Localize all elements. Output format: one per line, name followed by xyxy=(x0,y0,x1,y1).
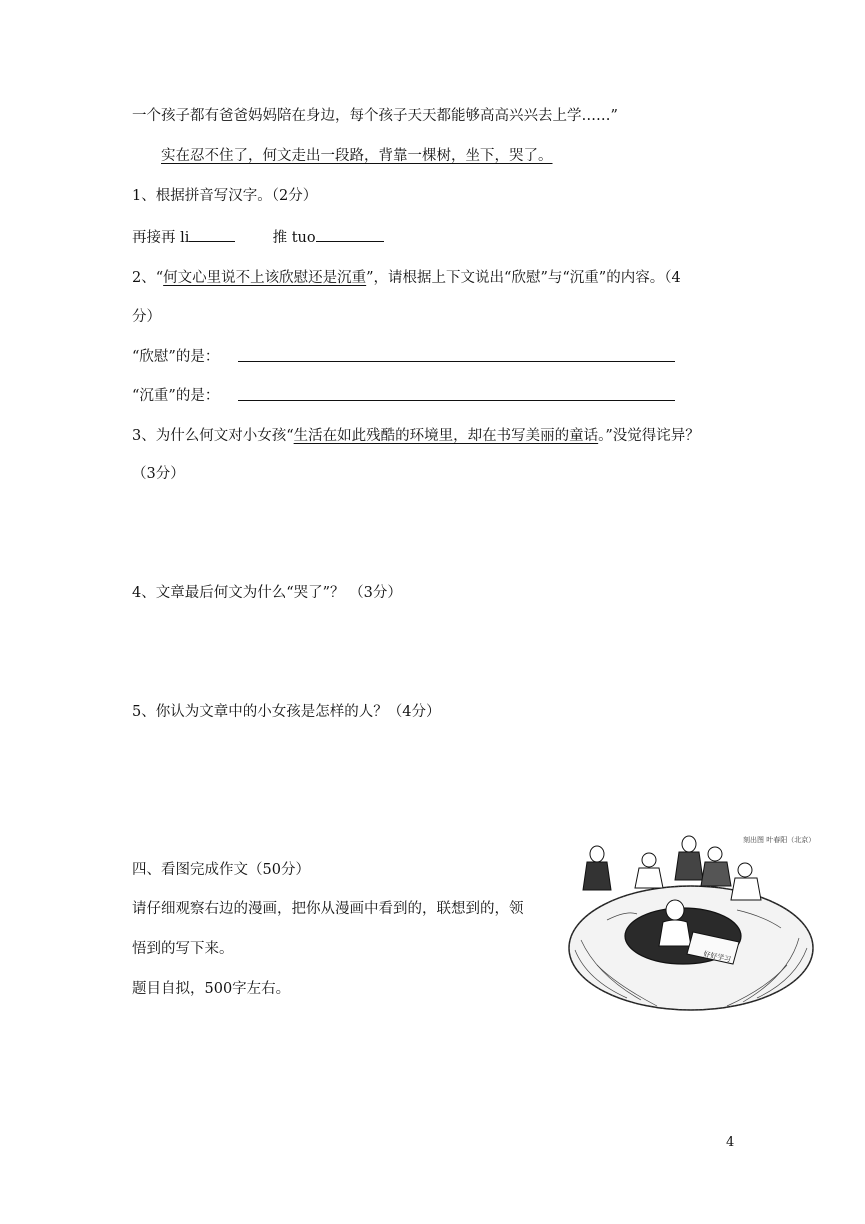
answer-line-heavy[interactable] xyxy=(238,399,675,401)
page-number: 4 xyxy=(726,1135,735,1150)
question-1: 1、根据拼音写汉字。（2分） xyxy=(132,188,318,204)
question-3-quote: 生活在如此残酷的环境里，却在书写美丽的童话 xyxy=(293,428,599,444)
answer-blank-2[interactable] xyxy=(316,227,384,242)
composition-line-1: 请仔细观察右边的漫画，把你从漫画中看到的，联想到的，领 xyxy=(132,901,524,917)
cartoon-illustration xyxy=(567,830,815,1012)
question-3: 3、为什么何文对小女孩“生活在如此残酷的环境里，却在书写美丽的童话。”没觉得诧异？ xyxy=(132,428,700,444)
question-4: 4、文章最后何文为什么“哭了”？ （3分） xyxy=(132,585,402,601)
cartoon-caption: 刻出图 叶春阳（北京） xyxy=(743,836,815,844)
answer-blank-1[interactable] xyxy=(189,227,235,242)
pinyin-item-2: 推 tuo xyxy=(272,230,316,246)
question-3-line-2: （3分） xyxy=(132,466,185,482)
question-2: 2、“何文心里说不上该欣慰还是沉重”，请根据上下文说出“欣慰”与“沉重”的内容。（4 xyxy=(132,270,681,286)
composition-heading: 四、看图完成作文（50分） xyxy=(132,862,310,878)
svg-text:好好学习: 好好学习 xyxy=(702,950,732,964)
question-5: 5、你认为文章中的小女孩是怎样的人？（4分） xyxy=(132,704,441,720)
composition-line-3: 题目自拟，500字左右。 xyxy=(132,981,291,997)
q2-label-relief: “欣慰”的是： xyxy=(132,349,220,365)
passage-line-1: 一个孩子都有爸爸妈妈陪在身边，每个孩子天天都能够高高兴兴去上学……” xyxy=(132,108,618,124)
question-2-quote: 何文心里说不上该欣慰还是沉重 xyxy=(163,270,367,286)
pinyin-item-1: 再接再 li xyxy=(132,230,190,246)
composition-line-2: 悟到的写下来。 xyxy=(132,941,234,957)
answer-line-relief[interactable] xyxy=(238,360,675,362)
passage-line-2: 实在忍不住了，何文走出一段路，背靠一棵树，坐下，哭了。 xyxy=(161,148,553,164)
q2-label-heavy: “沉重”的是： xyxy=(132,388,220,404)
question-2-line-2: 分） xyxy=(132,309,161,325)
question-1-items xyxy=(132,227,384,248)
